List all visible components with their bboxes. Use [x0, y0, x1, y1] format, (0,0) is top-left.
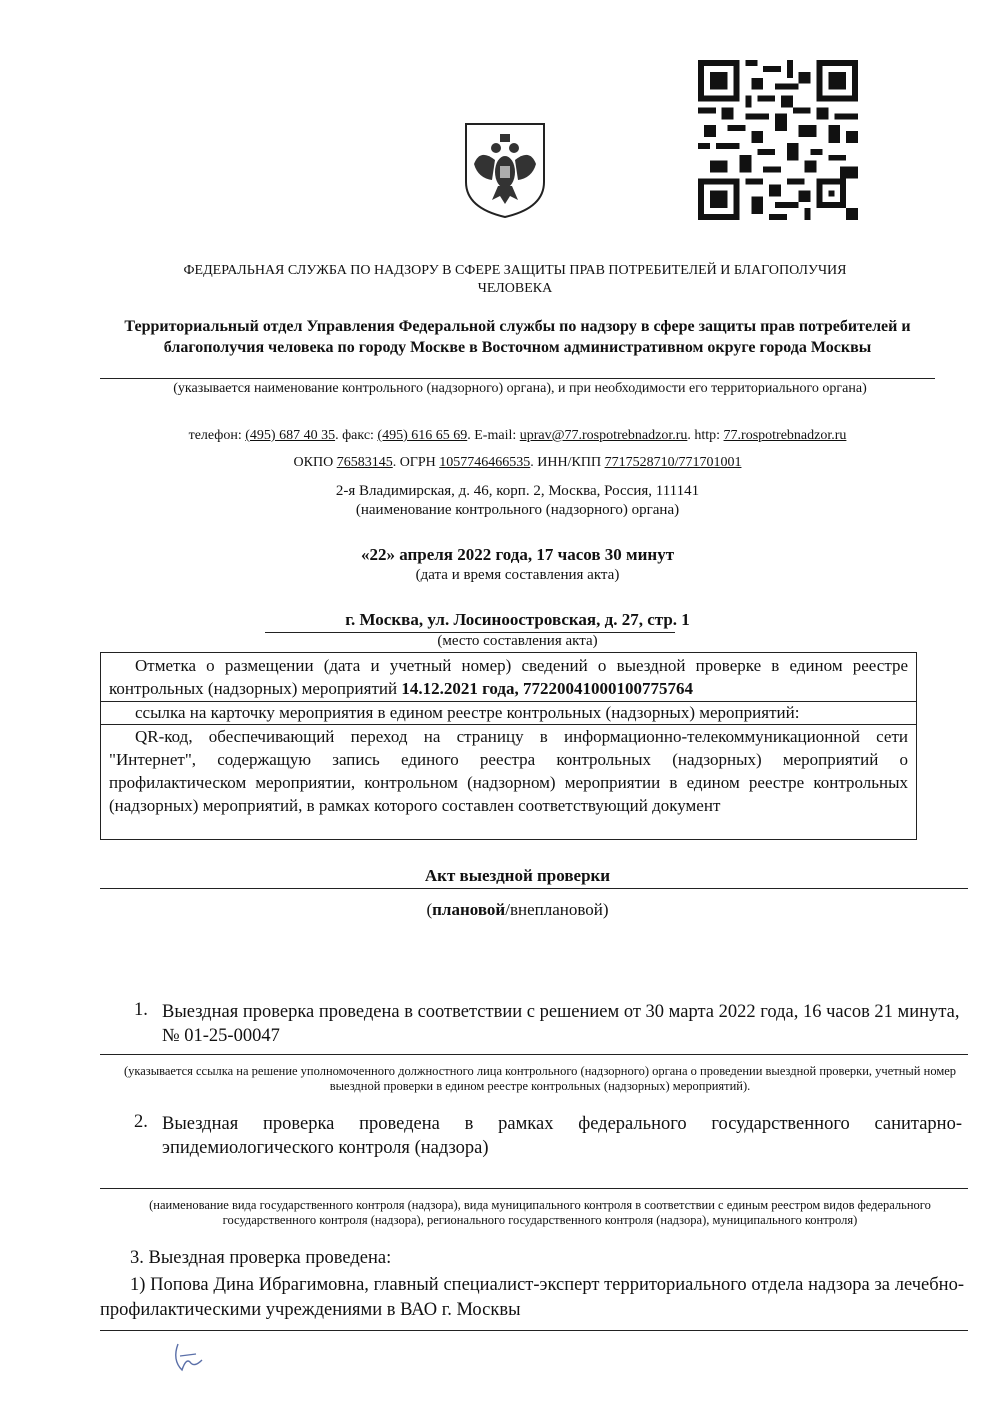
- act-type-unplanned: /внеплановой): [505, 900, 609, 919]
- divider: [100, 1188, 968, 1189]
- fax-label: . факс:: [335, 428, 374, 443]
- item-number: 2.: [134, 1112, 148, 1132]
- act-datetime-caption: (дата и время составления акта): [415, 567, 620, 583]
- inn-label: . ИНН/КПП: [530, 455, 602, 470]
- divider: [100, 1330, 968, 1331]
- item-caption: (указывается ссылка на решение уполномоченного должностного лица контрольного (надзорного) органа о проведении выездной проверки, учетный номер выездной проверки в едином реестре контрольных (надзорных) мероприятий).: [123, 1064, 957, 1093]
- divider: [100, 1054, 968, 1055]
- divider: [100, 888, 968, 889]
- ogrn-label: . ОГРН: [392, 455, 436, 470]
- item-number: 1.: [134, 1000, 148, 1020]
- act-datetime: «22» апреля 2022 года, 17 часов 30 минут: [360, 545, 675, 564]
- okpo-label: ОКПО: [293, 455, 334, 470]
- okpo-value: 76583145: [336, 455, 393, 470]
- contacts-line: [100, 428, 935, 444]
- codes-line: [100, 455, 935, 471]
- item-text: Выездная проверка проведена в рамках федерального государственного санитарно-эпидемиологического контроля (надзора): [162, 1114, 962, 1158]
- registry-mark-text: [101, 653, 916, 700]
- divider: [100, 378, 935, 379]
- item-text: Выездная проверка проведена в соответствии с решением от 30 марта 2022 года, 16 часов 21 минута, № 01-25-00047: [162, 1002, 960, 1046]
- act-title: Акт выездной проверки: [424, 866, 611, 885]
- email-label: . E-mail:: [467, 428, 517, 443]
- item3-title: 3. Выездная проверка проведена:: [130, 1248, 392, 1268]
- inn-value: 7717528710/771701001: [604, 455, 742, 470]
- registry-qr-text: QR-код, обеспечивающий переход на страницу в информационно-телекоммуникационной сети "Интернет", содержащую запись единого реестра контрольных (надзорных) мероприятий о профилактическом мероприятии, контрольном (надзорном) мероприятии в едином реестре контрольных (надзорных) мероприятий, в рамках которого составлен соответствующий документ: [109, 727, 908, 815]
- department-caption: (указывается наименование контрольного (надзорного) органа), и при необходимости его территориального органа): [173, 381, 867, 396]
- act-type: [100, 900, 935, 920]
- department-name: Территориальный отдел Управления Федеральной службы по надзору в сфере защиты прав потребителей и благополучия человека по городу Москве в Восточном административном округе города Москвы: [124, 318, 911, 356]
- registry-mark-value: 14.12.2021 года, 77220041000100775764: [401, 679, 693, 698]
- website-link[interactable]: 77.rospotrebnadzor.ru: [723, 428, 847, 443]
- http-label: . http:: [687, 428, 721, 443]
- item-caption: (наименование вида государственного контроля (надзора), вида муниципального контроля в соответствии с единым реестром видов федерального государственного контроля (надзора), регионального государственного контроля (надзора), муниципального контроля): [149, 1198, 931, 1227]
- registry-mark-box: [100, 652, 917, 702]
- agency-header: ФЕДЕРАЛЬНАЯ СЛУЖБА ПО НАДЗОРУ В СФЕРЕ ЗАЩИТЫ ПРАВ ПОТРЕБИТЕЛЕЙ И БЛАГОПОЛУЧИЯ ЧЕЛОВЕКА: [183, 263, 847, 296]
- registry-mark-label: Отметка о размещении (дата и учетный номер) сведений о выездной проверке в едином реестре контрольных (надзорных) мероприятий: [109, 656, 908, 698]
- phone-label: телефон:: [188, 428, 242, 443]
- act-type-open: (: [426, 900, 433, 919]
- registry-link-box: [100, 701, 917, 725]
- fax-value: (495) 616 65 69: [377, 428, 468, 443]
- agency-address: 2-я Владимирская, д. 46, корп. 2, Москва, Россия, 111141: [335, 483, 700, 499]
- signature-mark: [168, 1340, 218, 1376]
- registry-qr-box: [100, 724, 917, 840]
- act-place-caption: (место составления акта): [437, 633, 598, 649]
- qr-code-icon: [697, 60, 859, 220]
- act-type-planned: плановой: [432, 900, 506, 919]
- address-caption: (наименование контрольного (надзорного) органа): [355, 502, 680, 518]
- act-place: г. Москва, ул. Лосиноостровская, д. 27, стр. 1: [345, 610, 690, 629]
- email-link[interactable]: uprav@77.rospotrebnadzor.ru: [519, 428, 688, 443]
- item3-inspector: 1) Попова Дина Ибрагимовна, главный специалист-эксперт территориального отдела надзора за лечебно-профилактическими учреждениями в ВАО г. Москвы: [100, 1275, 964, 1320]
- registry-link-text: ссылка на карточку мероприятия в едином реестре контрольных (надзорных) мероприятий:: [135, 703, 800, 722]
- phone-value: (495) 687 40 35: [245, 428, 336, 443]
- coat-of-arms-icon: [462, 120, 548, 220]
- ogrn-value: 1057746466535: [439, 455, 531, 470]
